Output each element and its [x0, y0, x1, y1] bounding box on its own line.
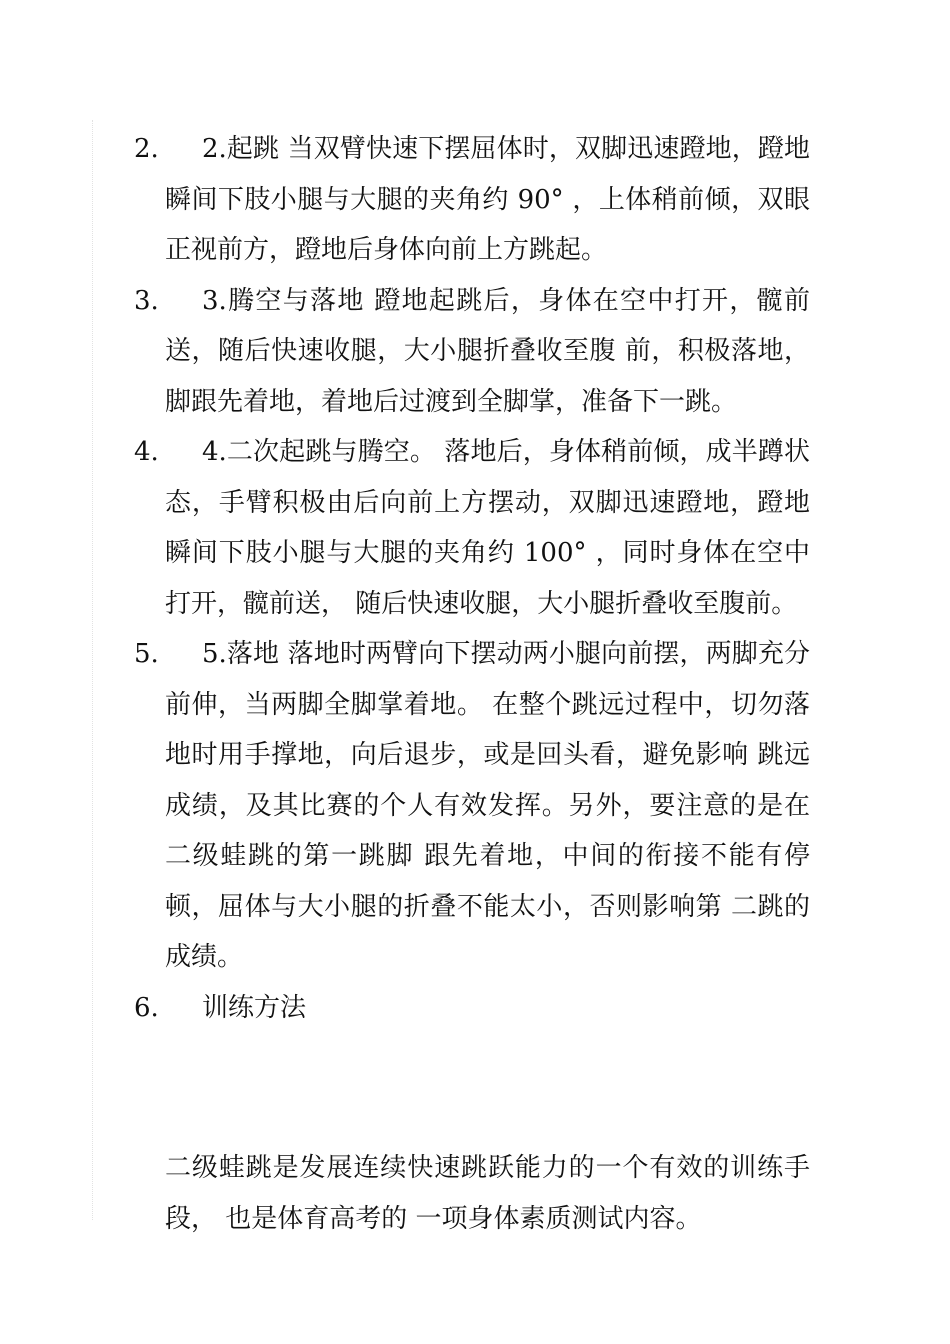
list-item-number: 4.	[134, 437, 159, 467]
list-item-number: 6.	[134, 992, 159, 1023]
list-item-number: 2.	[134, 134, 159, 164]
list-item	[0, 124, 810, 276]
list-item	[0, 427, 810, 629]
body-paragraph: 二级蛙跳是发展连续快速跳跃能力的一个有效的训练手段， 也是体育高考的 一项身体素质测试内容。	[165, 1153, 810, 1234]
list-item-text: 4.二次起跳与腾空。 落地后，身体稍前倾，成半蹲状态，手臂积极由后向前上方摆动，双脚迅速蹬地，蹬地瞬间下肢小腿与大腿的夹角约 100° ，同时身体在空中打开，髋前送， 随后快速收腿，大小腿折叠收至腹前。	[165, 437, 810, 619]
list-item-text: 训练方法	[202, 992, 307, 1023]
list-item	[0, 276, 810, 428]
list-item-text: 3.腾空与落地 蹬地起跳后，身体在空中打开，髋前送，随后快速收腿，大小腿折叠收至腹 前，积极落地，脚跟先着地，着地后过渡到全脚掌，准备下一跳。	[165, 285, 810, 417]
list-item-number: 3.	[134, 285, 159, 316]
list-item	[0, 983, 810, 1034]
list-item-text: 2.起跳 当双臂快速下摆屈体时，双脚迅速蹬地，蹬地瞬间下肢小腿与大腿的夹角约 90° ，上体稍前倾，双眼正视前方，蹬地后身体向前上方跳起。	[165, 134, 810, 265]
list-item-number: 5.	[134, 639, 159, 669]
numbered-list	[0, 124, 950, 1033]
list-item	[0, 629, 810, 983]
list-item-text: 5.落地 落地时两臂向下摆动两小腿向前摆，两脚充分前伸，当两脚全脚掌着地。 在整个跳远过程中，切勿落地时用手撑地，向后退步，或是回头看，避免影响 跳远成绩，及其比赛的个人有效发挥。另外，要注意的是在二级蛙跳的第一跳脚 跟先着地，中间的衔接不能有停顿，屈体与大小腿的折叠不能太小，否则影响第 二跳的成绩。	[165, 639, 810, 972]
